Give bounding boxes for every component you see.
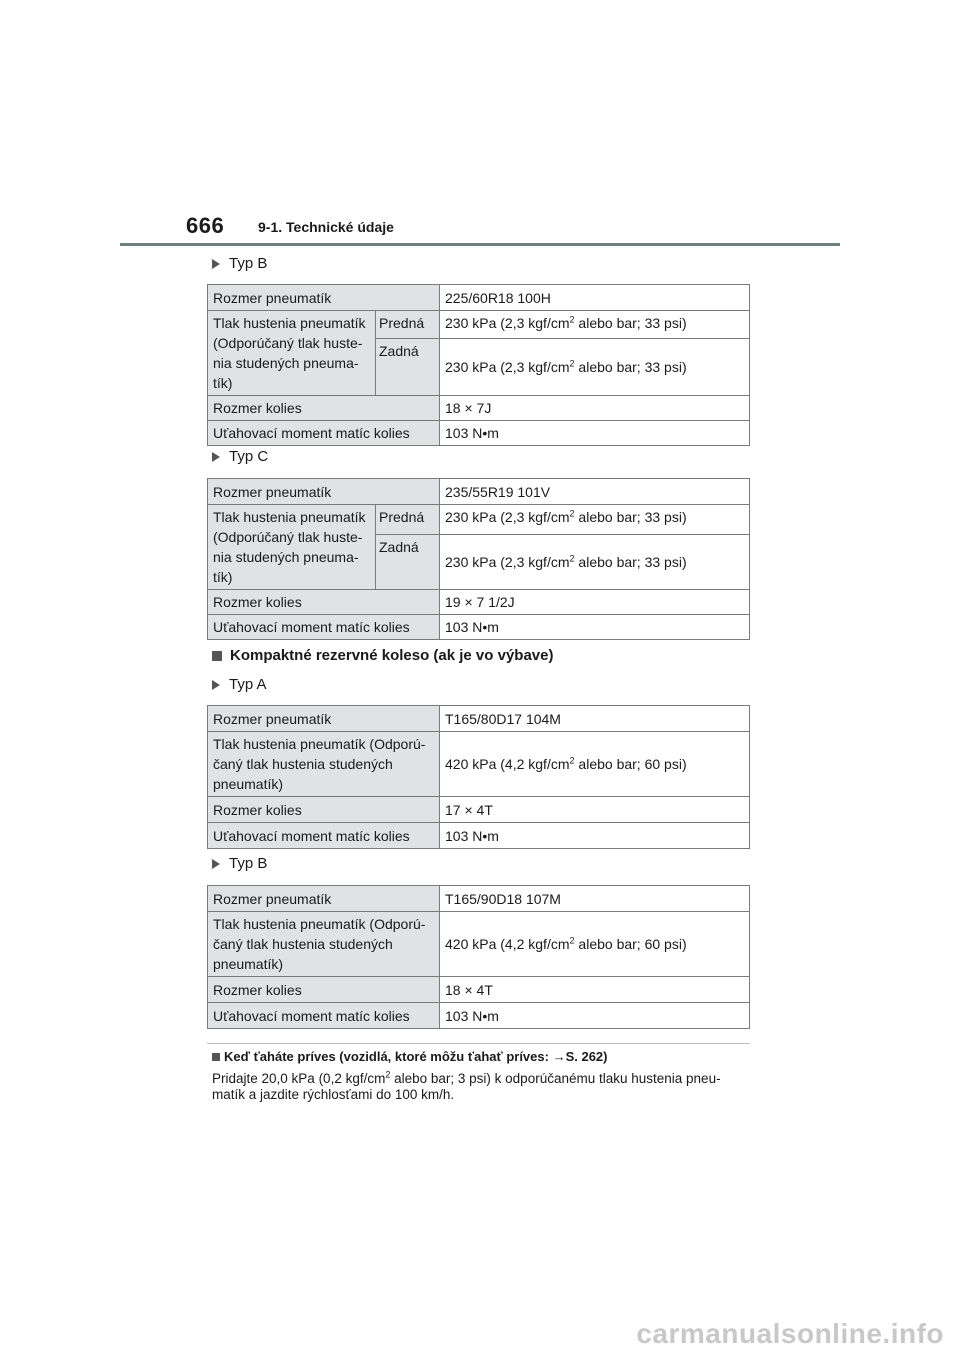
value-torque: 103 N•m — [440, 615, 750, 640]
spec-table-spare-typ-b — [207, 885, 750, 1029]
value-tire-size: T165/80D17 104M — [440, 706, 750, 732]
value-wheel-size: 17 × 4T — [440, 797, 750, 823]
note-heading — [212, 1049, 607, 1064]
value-torque: 103 N•m — [440, 1003, 750, 1029]
label-wheel-size: Rozmer kolies — [208, 797, 440, 823]
value-front-pressure: 230 kPa (2,3 kgf/$cm^2$ alebo bar; 33 psi) — [440, 505, 750, 535]
label-front: Predná — [376, 505, 440, 535]
label-pressure: Tlak hustenia pneumatík (Odporúčaný tlak huste-nia studených pneuma-tík) — [208, 505, 376, 590]
label-torque: Uťahovací moment matíc kolies — [208, 421, 440, 446]
spec-table-typ-b — [207, 284, 750, 446]
subhead-spare-typ-b — [212, 855, 267, 872]
value-tire-size: 225/60R18 100H — [440, 285, 750, 311]
label-rear: Zadná — [376, 339, 440, 396]
subhead-label: Typ B — [229, 255, 268, 272]
subhead-label: Typ B — [229, 855, 268, 872]
label-torque: Uťahovací moment matíc kolies — [208, 823, 440, 849]
value-wheel-size: 18 × 4T — [440, 977, 750, 1003]
label-torque: Uťahovací moment matíc kolies — [208, 1003, 440, 1029]
subhead-label: Typ A — [229, 676, 267, 693]
value-pressure: 420 kPa (4,2 kgf/$cm^2$ alebo bar; 60 psi) — [440, 912, 750, 977]
subhead-typ-c — [212, 448, 268, 465]
label-tire-size: Rozmer pneumatík — [208, 479, 440, 505]
section-title: 9-1. Technické údaje — [258, 219, 394, 235]
triangle-bullet-icon — [212, 452, 220, 462]
square-bullet-icon — [212, 651, 222, 661]
triangle-bullet-icon — [212, 680, 220, 690]
triangle-bullet-icon — [212, 259, 220, 269]
square-bullet-icon — [212, 1053, 220, 1061]
value-wheel-size: 19 × 7 1/2J — [440, 590, 750, 615]
label-pressure: Tlak hustenia pneumatík (Odporú-čaný tlak hustenia studených pneumatík) — [208, 912, 440, 977]
spec-table-spare-typ-a — [207, 705, 750, 849]
value-tire-size: T165/90D18 107M — [440, 886, 750, 912]
page-header — [0, 0, 960, 250]
value-pressure: 420 kPa (4,2 kgf/$cm^2$ alebo bar; 60 psi) — [440, 732, 750, 797]
value-torque: 103 N•m — [440, 421, 750, 446]
subhead-label: Typ C — [229, 448, 269, 465]
subhead-typ-b — [212, 255, 267, 272]
value-wheel-size: 18 × 7J — [440, 396, 750, 421]
label-wheel-size: Rozmer kolies — [208, 977, 440, 1003]
compact-spare-heading — [212, 647, 553, 664]
spec-table-typ-c — [207, 478, 750, 640]
label-torque: Uťahovací moment matíc kolies — [208, 615, 440, 640]
label-tire-size: Rozmer pneumatík — [208, 285, 440, 311]
label-tire-size: Rozmer pneumatík — [208, 706, 440, 732]
label-wheel-size: Rozmer kolies — [208, 590, 440, 615]
value-rear-pressure: 230 kPa (2,3 kgf/$cm^2$ alebo bar; 33 psi) — [440, 534, 750, 589]
value-torque: 103 N•m — [440, 823, 750, 849]
label-tire-size: Rozmer pneumatík — [208, 886, 440, 912]
watermark: carmanualsonline.info — [636, 1318, 944, 1349]
heading-text: Kompaktné rezervné koleso (ak je vo výbave) — [230, 647, 554, 664]
triangle-bullet-icon — [212, 859, 220, 869]
label-wheel-size: Rozmer kolies — [208, 396, 440, 421]
note-body: Pridajte 20,0 kPa (0,2 kgf/$cm^2$ alebo bar; 3 psi) k odporúčanému tlaku hustenia pneu-matík a jazdite rýchlosťami do 100 km/h. — [212, 1069, 721, 1102]
label-rear: Zadná — [376, 534, 440, 589]
label-front: Predná — [376, 311, 440, 339]
value-front-pressure: 230 kPa (2,3 kgf/$cm^2$ alebo bar; 33 psi) — [440, 311, 750, 339]
label-pressure: Tlak hustenia pneumatík (Odporú-čaný tlak hustenia studených pneumatík) — [208, 732, 440, 797]
header-divider — [120, 243, 840, 246]
value-rear-pressure: 230 kPa (2,3 kgf/$cm^2$ alebo bar; 33 psi) — [440, 339, 750, 396]
subhead-typ-a — [212, 676, 267, 693]
label-pressure: Tlak hustenia pneumatík (Odporúčaný tlak huste-nia studených pneuma-tík) — [208, 311, 376, 396]
note-divider — [207, 1043, 750, 1044]
page-number: 666 — [186, 213, 225, 238]
value-tire-size: 235/55R19 101V — [440, 479, 750, 505]
note-heading-text: Keď ťaháte príves (vozidlá, ktoré môžu ťahať príves: →S. 262) — [224, 1049, 608, 1064]
